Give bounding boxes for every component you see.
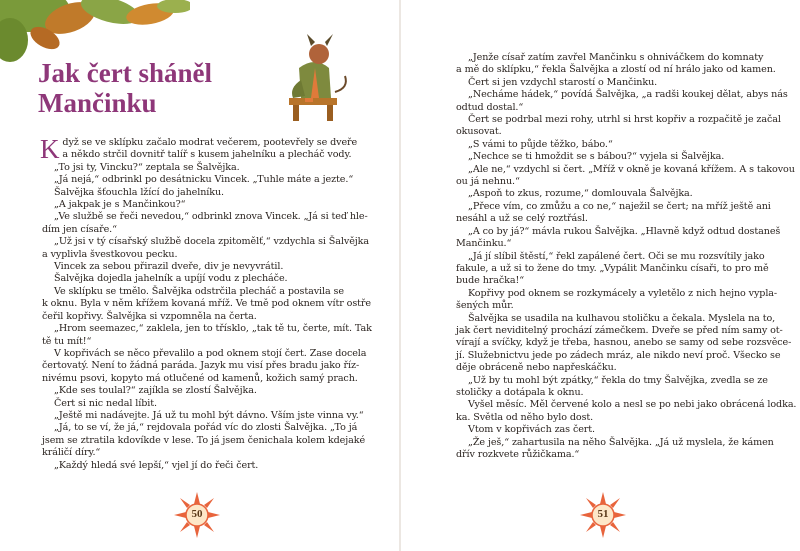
- text-line: fakule, a už si to žene do tmy. „Vypálit Mančinku císaři, to pro mě: [456, 262, 769, 274]
- text-line: „S vámi to půjde těžko, bábo.“: [468, 138, 613, 150]
- text-line: jí. Služebnictvu jede po zádech mráz, ale nikdo neví proč. Všecko se: [456, 349, 781, 361]
- text-line: Šalvějka se usadila na kulhavou stoličku a čekala. Myslela na to,: [468, 312, 776, 324]
- text-line: děje obráceně nebo napřeskáčku.: [456, 362, 617, 374]
- text-line: čeřil kopřivy. Šalvějka si vzpomněla na čerta.: [42, 310, 257, 322]
- left-page-text: [40, 134, 372, 472]
- text-line: šených můr.: [456, 300, 514, 312]
- text-line: „Já jí slíbil štěstí,“ řekl zapálené čert. Oči se mu rozsvítily jako: [468, 250, 765, 262]
- text-line: a mě do sklípku,“ řekla Šalvějka a zlostí od ní hrálo jako od kamen.: [456, 64, 776, 76]
- page-number-ornament: [172, 490, 222, 540]
- text-line: Čert si nic nedal líbit.: [54, 397, 157, 409]
- right-page-text: [456, 52, 797, 461]
- page-number: 51: [597, 508, 609, 520]
- text-line: odtud dostal.“: [456, 101, 524, 113]
- text-line: Šalvějka dojedla jahelník a upíjí vodu z plecháče.: [54, 273, 288, 285]
- text-line: bude hračka!“: [456, 275, 525, 287]
- text-line: „A jakpak je s Mančinkou?“: [54, 199, 186, 211]
- text-line: „Necháme hádek,“ povídá Šalvějka, „a radši koukej dělat, abys nás: [468, 89, 788, 101]
- text-line: „Aspoň to zkus, rozume,“ domlouvala Šalvějka.: [468, 188, 693, 200]
- text-line: „Já nejá,“ odbrinkl po desátnicku Vincek. „Tuhle máte a jezte.“: [54, 174, 354, 186]
- chapter-title-line: Jak čert sháněl: [38, 58, 212, 88]
- text-line: jak čert neviditelný prochází zámečkem. Dveře se před ním samy ot-: [456, 324, 783, 336]
- text-line: „Každý hledá své lepší,“ vjel jí do řeči čert.: [54, 459, 259, 471]
- text-line: „Nechce se ti hmoždit se s bábou?“ vyjela si Šalvějka.: [468, 151, 725, 163]
- text-line: „Jenže císař zatím zavřel Mančinku s ohniváčkem do komnaty: [468, 52, 764, 63]
- text-line: Vyšel měsíc. Měl červené kolo a nesl se po nebi jako obrácená lodka.: [468, 399, 797, 411]
- drop-cap: K: [40, 134, 60, 164]
- page-number: 50: [191, 508, 203, 520]
- chapter-title: [38, 58, 212, 118]
- text-line: a vyplivla švestkovou pecku.: [42, 248, 178, 260]
- text-line: nesáhl a už se celý roztřásl.: [456, 213, 588, 225]
- text-line: ka. Světla od něho bylo dost.: [456, 411, 594, 423]
- text-line: „Ale ne,“ vzdychl si čert. „Mříž v okně je kovaná křížem. A s takovou: [468, 163, 795, 175]
- text-line: Čert si jen vzdychl starostí o Mančinku.: [468, 76, 658, 88]
- text-line: „Přece vím, co zmůžu a co ne,“ naježil se čert; na mříž ještě ani: [468, 200, 771, 212]
- page-number-ornament: [578, 490, 628, 540]
- text-line: nivému psovi, kopyto má otlučené od kamenů, kožich samý prach.: [42, 372, 358, 384]
- right-page: [400, 0, 800, 551]
- text-line: V kopřivách se něco převalilo a pod oknem stojí čert. Zase docela: [54, 347, 367, 359]
- text-line: „Ve službě se řeči nevedou,“ odbrinkl znova Vincek. „Já si teď hle-: [54, 211, 368, 223]
- text-line: „Kde ses toulal?“ zajíkla se zlostí Šalvějka.: [54, 385, 257, 397]
- text-line: Kopřivy pod oknem se rozkymácely a vyletělo z nich hejno vypla-: [468, 287, 778, 299]
- text-line: vírají a svíčky, když je třeba, hasnou, anebo se samy od sebe rozsvěce-: [456, 337, 792, 349]
- text-line: k oknu. Byla v něm křížem kovaná mříž. Ve tmě pod oknem vítr ostře: [42, 298, 371, 310]
- text-line: „Že ješ,“ zahartusila na něho Šalvějka. „Já už myslela, že kámen: [468, 436, 774, 448]
- text-line: Šalvějka šťouchla lžící do jahelníku.: [54, 186, 224, 198]
- text-line: tě tu mít!“: [42, 335, 92, 347]
- text-line: dřív rozkvete růžičkama.“: [456, 449, 580, 460]
- text-line: Vincek za sebou přirazil dveře, div je nevyvrátil.: [54, 261, 284, 273]
- text-line: dyž se ve sklípku začalo modrat večerem, pootevřely se dveře: [62, 137, 358, 148]
- text-line: jsem se ztratila kdovíkde v lese. To já jsem čenichala kolem kdejaké: [42, 434, 366, 446]
- text-line: „Ještě mi nadávejte. Já už tu mohl být dávno. Vším jste vinna vy.“: [54, 409, 364, 421]
- text-line: „Už jsi v tý císařský službě docela zpitomělť,“ vzdychla si Šalvějka: [54, 236, 369, 248]
- text-line: „Já, to se ví, že já,“ rejdovala pořád víc do zlosti Šalvějka. „To já: [54, 422, 358, 434]
- text-line: čertovatý. Není to žádná paráda. Jazyk mu visí přes bradu jako říz-: [42, 360, 360, 372]
- text-line: stoličky a dotápala k oknu.: [456, 386, 584, 398]
- text-line: okusovat.: [456, 126, 502, 138]
- chapter-title-line: Mančinku: [38, 88, 157, 118]
- text-line: Vtom v kopřivách zas čert.: [468, 424, 595, 436]
- text-line: králičí díry.“: [42, 447, 101, 459]
- text-line: a někdo strčil dovnitř talíř s kusem jahelníku a plecháč vody.: [62, 149, 352, 161]
- text-line: „Už by tu mohl být zpátky,“ řekla do tmy Šalvějka, zvedla se ze: [468, 374, 768, 386]
- text-line: „To jsi ty, Vincku?“ zeptala se Šalvějka.: [54, 161, 240, 173]
- text-line: „A co by já?“ mávla rukou Šalvějka. „Hlavně když odtud dostaneš: [468, 225, 781, 237]
- text-line: ou já nehnu.“: [456, 176, 520, 188]
- text-line: Čert se podrbal mezi rohy, utrhl si hrst kopřiv a rozpačitě je začal: [468, 114, 781, 126]
- text-line: Ve sklípku se tmělo. Šalvějka odstrčila plecháč a postavila se: [54, 285, 344, 297]
- text-line: Mančinku.“: [456, 238, 512, 250]
- text-line: dím jen císaře.“: [42, 223, 117, 235]
- devil-character-illustration: [275, 18, 360, 123]
- text-line: „Hrom seemazec,“ zaklela, jen to třísklo, „tak tě tu, čerte, mít. Tak: [54, 323, 372, 335]
